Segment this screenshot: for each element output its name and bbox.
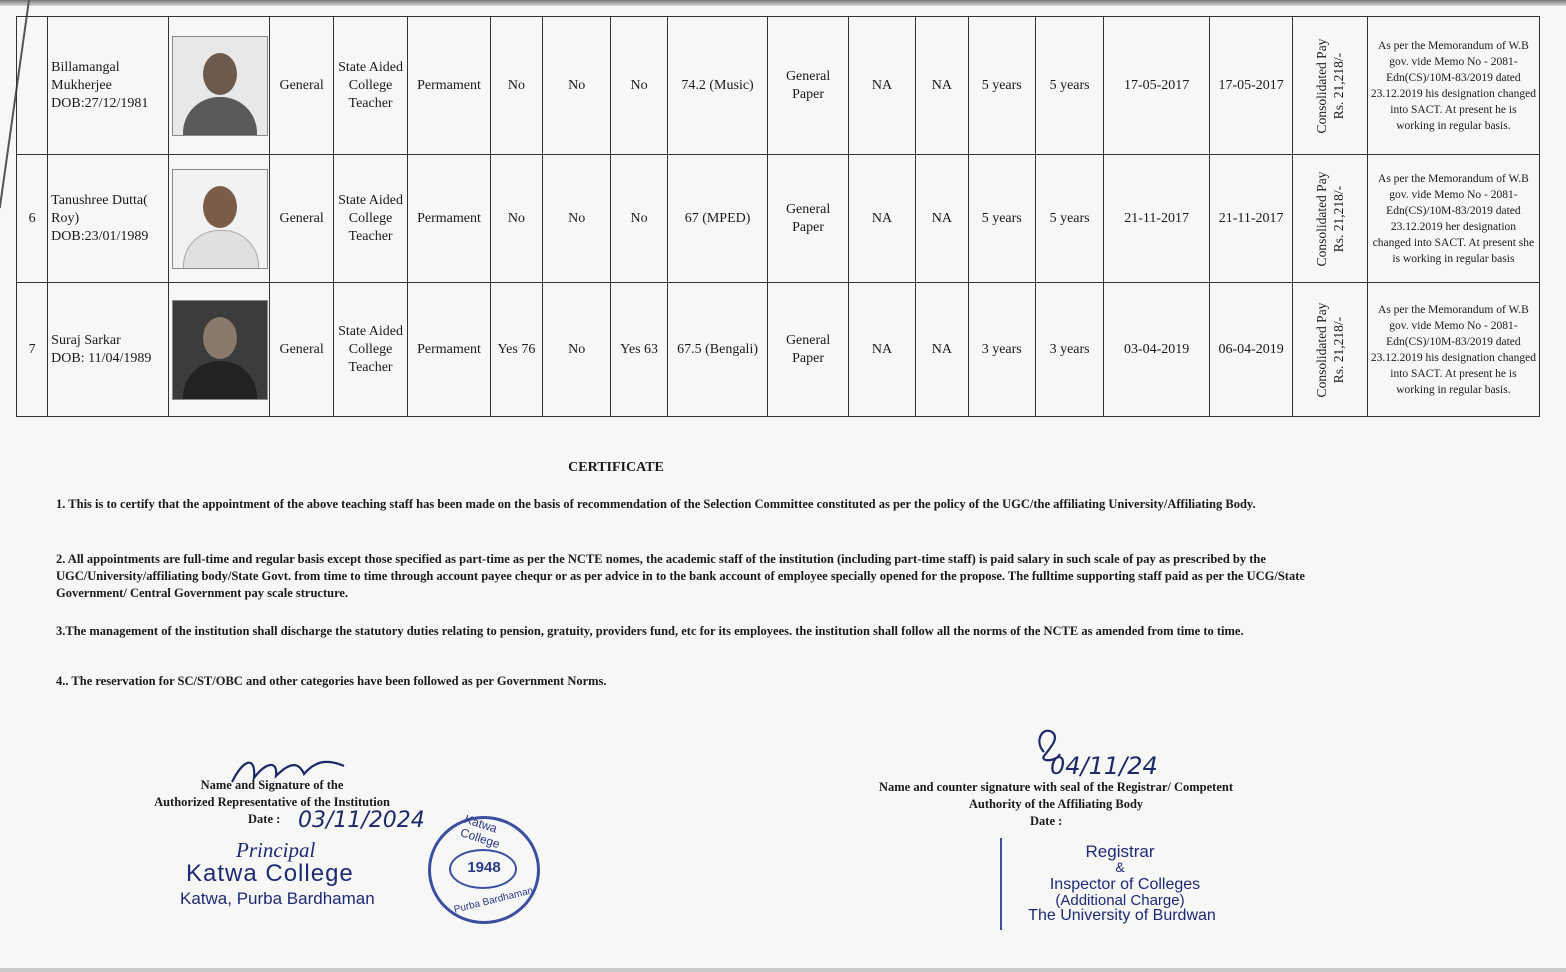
experience-cell-1: 5 years	[968, 17, 1035, 155]
name-lines-line: Tanushree Dutta(	[51, 192, 148, 208]
serial-number-cell: 6	[17, 155, 48, 283]
staff-table	[16, 16, 1540, 417]
photo-cell	[168, 17, 270, 155]
pay-cell	[1293, 283, 1367, 417]
serial-number-cell	[17, 17, 48, 155]
designation-cell	[333, 17, 407, 155]
marks-cell: 67 (MPED)	[667, 155, 768, 283]
marks-cell: 67.5 (Bengali)	[667, 283, 768, 417]
date-cell-1: 21-11-2017	[1104, 155, 1210, 283]
stamp-college-name: Katwa College	[186, 860, 354, 887]
subject-cell	[768, 155, 848, 283]
stamp-principal: Principal	[236, 838, 316, 862]
na-cell-2: NA	[916, 17, 968, 155]
na-cell-1: NA	[848, 283, 915, 417]
experience-cell-2: 5 years	[1035, 17, 1103, 155]
subject-cell	[768, 283, 848, 417]
page-edge	[0, 0, 1566, 6]
col-a-cell: Yes 76	[490, 283, 542, 417]
experience-cell-2: 5 years	[1035, 155, 1103, 283]
col-b-cell: No	[543, 283, 611, 417]
stamp-college-place: Katwa, Purba Bardhaman	[180, 889, 375, 908]
category-cell: General	[270, 17, 333, 155]
nature-cell: Permament	[408, 283, 490, 417]
sig-left-line1: Name and Signature of the	[200, 778, 344, 792]
experience-cell-1: 5 years	[968, 155, 1035, 283]
seal-place: Purba Bardhaman	[452, 885, 535, 916]
pay-line: Rs. 21,218/-	[1331, 316, 1347, 383]
name-lines-line: DOB:23/01/1989	[51, 228, 149, 244]
name-dob-cell	[48, 283, 169, 417]
designation-lines-line: Teacher	[348, 228, 393, 244]
designation-lines-line: Teacher	[348, 359, 393, 375]
designation-lines-line: College	[348, 210, 393, 226]
pay-line: Consolidated Pay	[1314, 302, 1330, 397]
name-lines-line: Roy)	[51, 210, 80, 226]
date-cell-1: 03-04-2019	[1104, 283, 1210, 417]
name-lines-line: DOB: 11/04/1989	[51, 350, 152, 366]
serial-number-cell: 7	[17, 283, 48, 417]
staff-photo	[172, 36, 268, 136]
designation-lines-line: State Aided	[338, 59, 404, 75]
name-lines-line: Suraj Sarkar	[51, 332, 121, 348]
stamp-additional-charge: (Additional Charge)	[1055, 892, 1185, 909]
staff-photo	[172, 300, 268, 400]
certificate-title: CERTIFICATE	[568, 460, 664, 475]
col-c-cell: No	[611, 155, 667, 283]
sig-right-date: Date :	[1030, 814, 1063, 828]
date-cell-2: 17-05-2017	[1209, 17, 1292, 155]
na-cell-2: NA	[916, 283, 968, 417]
col-c-cell: No	[611, 17, 667, 155]
table-row	[17, 283, 1540, 417]
seal-college-name: Katwa College	[458, 811, 502, 852]
experience-cell-2: 3 years	[1035, 283, 1103, 417]
remarks-cell: As per the Memorandum of W.B gov. vide Memo No - 2081-Edn(CS)/10M-83/2019 dated 23.12.2019 her designation changed into SACT. At present she is working in regular basis	[1367, 155, 1539, 283]
principal-signature	[226, 752, 356, 792]
col-c-cell: Yes 63	[611, 283, 667, 417]
category-cell: General	[270, 283, 333, 417]
subject-lines-line: General	[785, 68, 831, 84]
subject-lines-line: Paper	[792, 219, 825, 235]
handwritten-date-left: 03/11/2024	[298, 808, 425, 833]
sig-left-line2: Authorized Representative of the Institution	[154, 795, 390, 809]
sig-right-line2: Authority of the Affiliating Body	[968, 797, 1144, 811]
na-cell-1: NA	[848, 155, 915, 283]
subject-lines-line: General	[785, 201, 831, 217]
pay-line: Rs. 21,218/-	[1331, 185, 1347, 252]
certificate-para-4: 4.. The reservation for SC/ST/OBC and other categories have been followed as per Government Norms.	[56, 674, 607, 688]
experience-cell-1: 3 years	[968, 283, 1035, 417]
subject-cell	[768, 17, 848, 155]
nature-cell: Permament	[408, 17, 490, 155]
certificate-para-3: 3.The management of the institution shall discharge the statutory duties relating to pension, gratuity, providers fund, etc for its employees. the institution shall follow all the norms of the NCTE as amended from time to time.	[56, 624, 1244, 638]
photo-cell	[168, 155, 270, 283]
nature-cell: Permament	[408, 155, 490, 283]
designation-lines-line: College	[348, 341, 393, 357]
certificate-para-1: 1. This is to certify that the appointment of the above teaching staff has been made on the basis of recommendation of the Selection Committee constituted as per the policy of the UGC/the affiliating University/Affiliating Body.	[56, 497, 1256, 511]
designation-lines-line: College	[348, 77, 393, 93]
pay-line: Consolidated Pay	[1314, 38, 1330, 133]
sig-left-date: Date :	[248, 812, 281, 826]
stamp-bracket	[1000, 838, 1002, 930]
date-cell-2: 21-11-2017	[1209, 155, 1292, 283]
subject-lines-line: General	[785, 332, 831, 348]
subject-lines-line: Paper	[792, 86, 825, 102]
photo-cell	[168, 283, 270, 417]
designation-cell	[333, 155, 407, 283]
col-a-cell: No	[490, 17, 542, 155]
col-b-cell: No	[543, 17, 611, 155]
seal-year: 1948	[467, 859, 501, 876]
pay-line: Rs. 21,218/-	[1331, 52, 1347, 119]
pay-line: Consolidated Pay	[1314, 171, 1330, 266]
col-a-cell: No	[490, 155, 542, 283]
subject-lines-line: Paper	[792, 350, 825, 366]
date-cell-1: 17-05-2017	[1104, 17, 1210, 155]
remarks-cell: As per the Memorandum of W.B gov. vide Memo No - 2081-Edn(CS)/10M-83/2019 dated 23.12.2019 his designation changed into SACT. At present he is working in regular basis.	[1367, 17, 1539, 155]
college-seal	[428, 811, 540, 924]
pay-cell	[1293, 17, 1367, 155]
page-edge-bottom	[0, 968, 1566, 972]
remarks-cell: As per the Memorandum of W.B gov. vide Memo No - 2081-Edn(CS)/10M-83/2019 dated 23.12.2019 his designation changed into SACT. At present he is working in regular basis.	[1367, 283, 1539, 417]
name-dob-cell	[48, 155, 169, 283]
name-dob-cell	[48, 17, 169, 155]
table-row	[17, 17, 1540, 155]
sig-right-line1: Name and counter signature with seal of the Registrar/ Competent	[878, 780, 1233, 794]
marks-cell: 74.2 (Music)	[667, 17, 768, 155]
stamp-registrar: Registrar	[1085, 842, 1155, 861]
stamp-university: The University of Burdwan	[1028, 907, 1216, 924]
signature-block-registrar	[846, 779, 1266, 830]
pay-cell	[1293, 155, 1367, 283]
designation-cell	[333, 283, 407, 417]
na-cell-2: NA	[916, 155, 968, 283]
category-cell: General	[270, 155, 333, 283]
name-lines-line: Mukherjee	[51, 77, 112, 93]
certificate-para-2: 2. All appointments are full-time and regular basis except those specified as part-time as per the NCTE nomes, the academic staff of the institution (including part-time staff) is paid salary in such scale of pay as prescribed by the UGC/University/affiliating body/State Govt. from time to time through account payee chequr or as per advice in to the bank account of employee specially opened for the propose. The fulltime supporting staff paid as per the UCG/State Government/ Central Government pay scale structure.	[56, 552, 1305, 600]
stamp-inspector: Inspector of Colleges	[1049, 876, 1201, 893]
na-cell-1: NA	[848, 17, 915, 155]
stamp-ampersand: &	[1115, 859, 1125, 875]
designation-lines-line: State Aided	[338, 323, 404, 339]
name-lines-line: DOB:27/12/1981	[51, 95, 149, 111]
col-b-cell: No	[543, 155, 611, 283]
handwritten-date-right: 04/11/24	[1050, 752, 1158, 780]
name-lines-line: Billamangal	[51, 59, 120, 75]
date-cell-2: 06-04-2019	[1209, 283, 1292, 417]
designation-lines-line: Teacher	[348, 95, 393, 111]
table-row	[17, 155, 1540, 283]
designation-lines-line: State Aided	[338, 192, 404, 208]
staff-photo	[172, 169, 268, 269]
